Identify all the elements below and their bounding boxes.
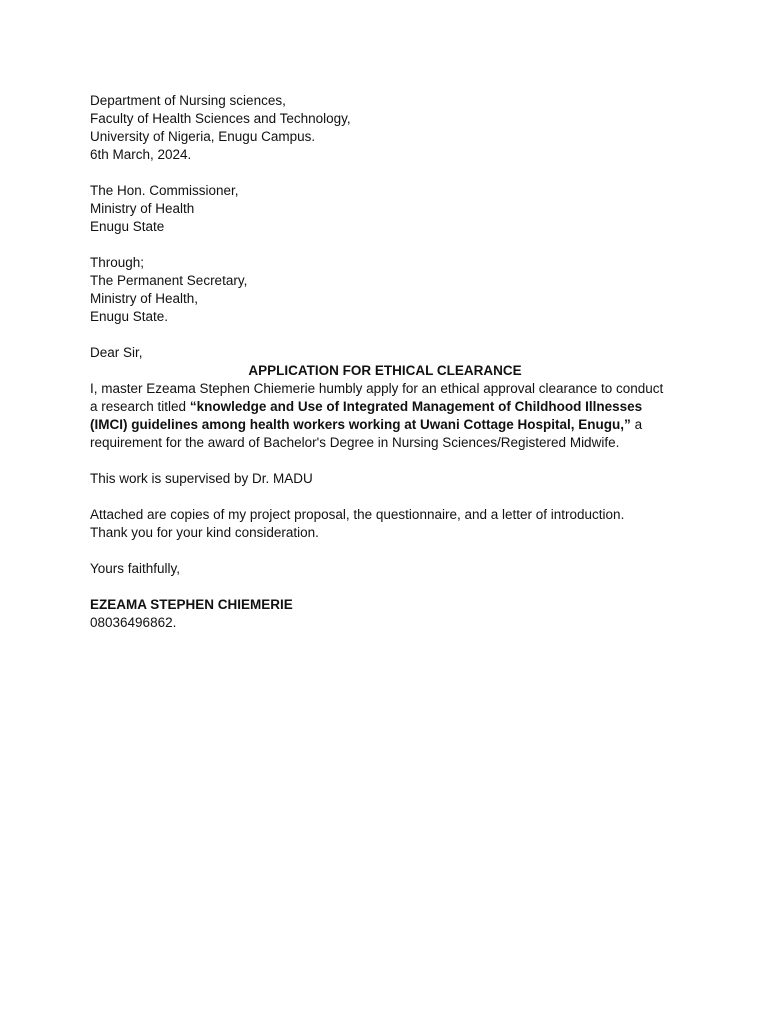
through-line-3: Enugu State. xyxy=(90,309,169,324)
sender-address xyxy=(90,92,670,164)
recipient-address xyxy=(90,182,670,236)
through-line-2: Ministry of Health, xyxy=(90,291,199,306)
through-address xyxy=(90,254,670,326)
closing-line: Yours faithfully, xyxy=(90,561,181,576)
subject-heading: APPLICATION FOR ETHICAL CLEARANCE xyxy=(248,363,522,378)
spacer xyxy=(90,578,670,596)
through-line-1: The Permanent Secretary, xyxy=(90,273,248,288)
recipient-line-2: Ministry of Health xyxy=(90,201,195,216)
thanks-line: Thank you for your kind consideration. xyxy=(90,525,319,540)
recipient-line-3: Enugu State xyxy=(90,219,165,234)
spacer xyxy=(90,452,670,470)
body-outro: a requirement for the award of Bachelor's Degree in Nursing Sciences/Registered Midwife. xyxy=(90,417,643,450)
supervision-line: This work is supervised by Dr. MADU xyxy=(90,471,313,486)
signature-phone: 08036496862. xyxy=(90,615,177,630)
salutation: Dear Sir, xyxy=(90,345,143,360)
recipient-line-1: The Hon. Commissioner, xyxy=(90,183,239,198)
through-label: Through; xyxy=(90,255,145,270)
signature-name: EZEAMA STEPHEN CHIEMERIE xyxy=(90,597,293,612)
sender-address-line-2: Faculty of Health Sciences and Technology, xyxy=(90,111,351,126)
body-paragraph xyxy=(90,380,668,452)
spacer xyxy=(90,326,670,344)
spacer xyxy=(90,164,670,182)
body-intro: I, master Ezeama Stephen Chiemerie humbly apply for an ethical approval clearance to conduct a research titled xyxy=(90,381,664,414)
research-title: “knowledge and Use of Integrated Management of Childhood Illnesses (IMCI) guidelines among health workers working at Uwani Cottage Hospital, Enugu,” xyxy=(90,399,643,432)
letter-date: 6th March, 2024. xyxy=(90,147,192,162)
letter-body xyxy=(90,92,670,632)
sender-address-line-3: University of Nigeria, Enugu Campus. xyxy=(90,129,316,144)
sender-address-line-1: Department of Nursing sciences, xyxy=(90,93,286,108)
spacer xyxy=(90,488,670,506)
spacer xyxy=(90,236,670,254)
spacer xyxy=(90,542,670,560)
attachments-line: Attached are copies of my project proposal, the questionnaire, and a letter of introduction. xyxy=(90,507,625,522)
